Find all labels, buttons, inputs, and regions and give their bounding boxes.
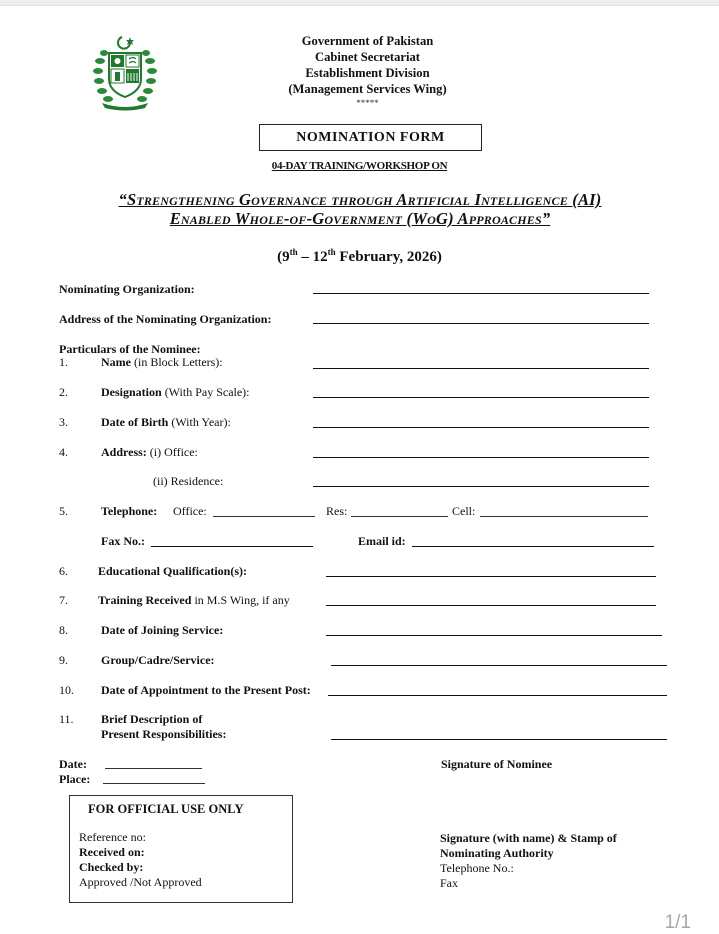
reference-no-label: Reference no: <box>79 830 146 844</box>
dates-sup: th <box>327 247 336 257</box>
responsibilities-label-1: Brief Description of <box>101 712 203 726</box>
letterhead-line: Establishment Division <box>305 66 430 80</box>
designation-label-bold: Designation <box>101 385 162 399</box>
page-indicator: 1/1 <box>664 912 691 933</box>
item-number: 11. <box>59 712 74 726</box>
telephone-cell-label: Cell: <box>452 504 476 518</box>
responsibilities-field[interactable] <box>331 739 667 740</box>
nominating-org-field[interactable] <box>313 293 649 294</box>
signature-nominee-label: Signature of Nominee <box>441 757 553 771</box>
viewer-top-bar <box>0 0 719 6</box>
letterhead-line: (Management Services Wing) <box>288 82 447 96</box>
letterhead-line: Government of Pakistan <box>301 34 434 48</box>
training-label-bold: Training Received <box>98 593 192 607</box>
designation-label-rest: (With Pay Scale): <box>161 385 250 399</box>
dob-label-rest: (With Year): <box>168 415 231 429</box>
designation-label <box>101 385 250 399</box>
address-org-label: Address of the Nominating Organization: <box>59 312 272 326</box>
email-label: Email id: <box>358 534 406 548</box>
address-label-bold: Address: <box>101 445 147 459</box>
item-number: 2. <box>59 385 68 399</box>
place-label: Place: <box>59 772 91 786</box>
checked-by-label: Checked by: <box>79 860 144 874</box>
dates-mid: – 12 <box>297 249 328 265</box>
telephone-res-field[interactable] <box>351 516 448 517</box>
item-number: 9. <box>59 653 68 667</box>
telephone-label: Telephone: <box>101 504 158 518</box>
dob-label <box>101 415 231 429</box>
appointment-date-field[interactable] <box>328 695 667 696</box>
official-use-title: FOR OFFICIAL USE ONLY <box>88 802 244 816</box>
telephone-res-label: Res: <box>326 504 348 518</box>
authority-telephone-label: Telephone No.: <box>440 861 514 875</box>
workshop-dates <box>0 247 719 266</box>
qualification-label: Educational Qualification(s): <box>98 564 248 578</box>
place-field[interactable] <box>103 783 205 784</box>
item-number: 3. <box>59 415 68 429</box>
address-office-label <box>101 445 198 459</box>
item-number: 4. <box>59 445 68 459</box>
form-title: NOMINATION FORM <box>259 124 482 151</box>
address-office-field[interactable] <box>313 457 649 458</box>
responsibilities-label-2: Present Responsibilities: <box>101 727 227 741</box>
item-number: 1. <box>59 355 68 369</box>
official-use-box <box>69 795 293 903</box>
fax-field[interactable] <box>151 546 313 547</box>
approval-status-label: Approved /Not Approved <box>79 875 202 889</box>
theme-line-2: Enabled Whole-of-Government (WoG) Approaches” <box>169 209 551 228</box>
workshop-subtitle <box>0 160 719 172</box>
address-residence-field[interactable] <box>313 486 649 487</box>
authority-signature-label: Signature (with name) & Stamp of <box>440 831 617 845</box>
joining-date-label: Date of Joining Service: <box>101 623 224 637</box>
workshop-subtitle-text: 04-DAY TRAINING/WORKSHOP ON <box>271 160 448 172</box>
telephone-office-field[interactable] <box>213 516 315 517</box>
email-field[interactable] <box>412 546 654 547</box>
group-cadre-field[interactable] <box>331 665 667 666</box>
particulars-heading: Particulars of the Nominee: <box>59 342 201 356</box>
dates-open: (9 <box>277 249 290 265</box>
qualification-field[interactable] <box>326 576 656 577</box>
letterhead <box>240 33 495 109</box>
address-org-field[interactable] <box>313 323 649 324</box>
item-number: 10. <box>59 683 74 697</box>
name-label <box>101 355 223 369</box>
dates-close: February, 2026) <box>335 249 442 265</box>
name-field[interactable] <box>313 368 649 369</box>
item-number: 6. <box>59 564 68 578</box>
dob-field[interactable] <box>313 427 649 428</box>
government-emblem-icon <box>92 33 158 111</box>
letterhead-line: Cabinet Secretariat <box>314 50 421 64</box>
training-field[interactable] <box>326 605 656 606</box>
item-number: 7. <box>59 593 68 607</box>
received-on-label: Received on: <box>79 845 145 859</box>
group-cadre-label: Group/Cadre/Service: <box>101 653 215 667</box>
appointment-date-label: Date of Appointment to the Present Post: <box>101 683 311 697</box>
date-label: Date: <box>59 757 87 771</box>
stars-separator: ***** <box>356 98 379 108</box>
authority-fax-label: Fax <box>440 876 458 890</box>
name-label-rest: (in Block Letters): <box>131 355 223 369</box>
training-label <box>98 593 290 607</box>
fax-label: Fax No.: <box>101 534 145 548</box>
address-office-rest: (i) Office: <box>146 445 198 459</box>
telephone-office-label: Office: <box>173 504 207 518</box>
dates-sup: th <box>289 247 298 257</box>
joining-date-field[interactable] <box>326 635 662 636</box>
address-residence-label: (ii) Residence: <box>153 474 224 488</box>
date-field[interactable] <box>105 768 202 769</box>
nominating-org-label: Nominating Organization: <box>59 282 195 296</box>
nominating-authority-label: Nominating Authority <box>440 846 554 860</box>
theme-line-1: “Strengthening Governance through Artificial Intelligence (AI) <box>118 190 602 209</box>
training-label-rest: in M.S Wing, if any <box>191 593 290 607</box>
name-label-bold: Name <box>101 355 131 369</box>
dob-label-bold: Date of Birth <box>101 415 169 429</box>
item-number: 8. <box>59 623 68 637</box>
telephone-cell-field[interactable] <box>480 516 648 517</box>
designation-field[interactable] <box>313 397 649 398</box>
item-number: 5. <box>59 504 68 518</box>
